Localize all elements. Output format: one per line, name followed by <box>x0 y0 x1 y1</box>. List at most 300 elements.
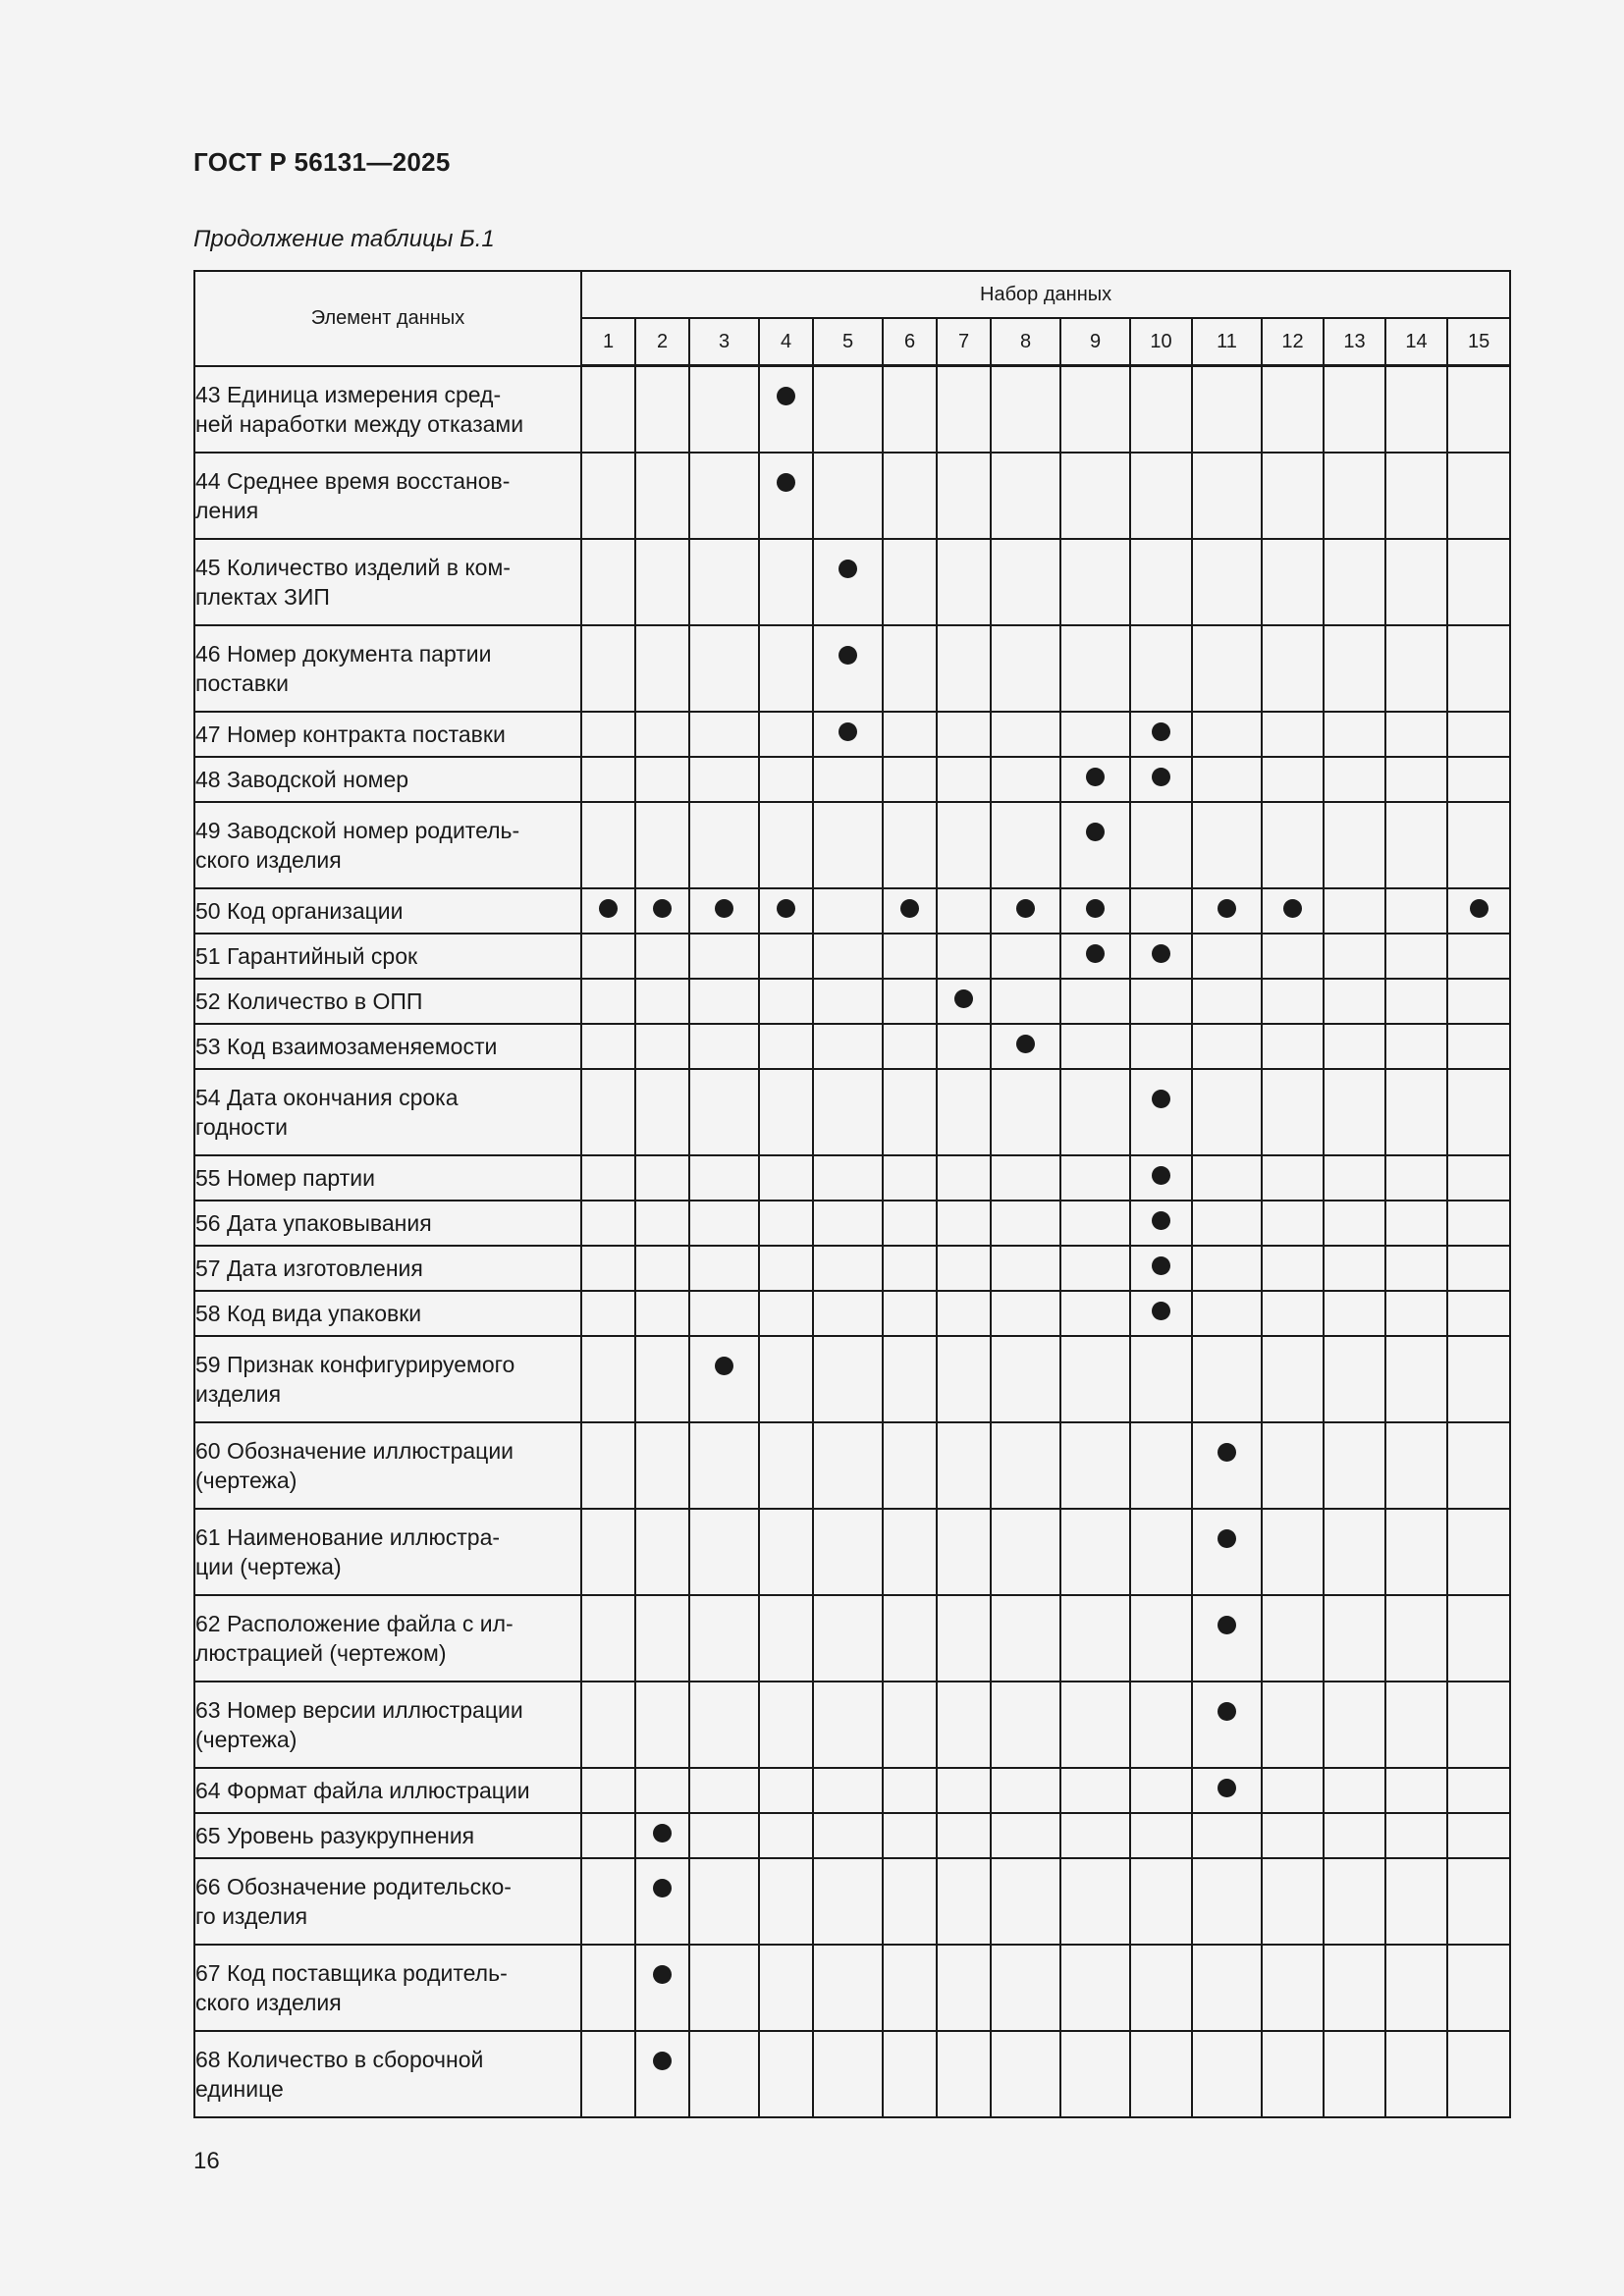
mark-cell <box>937 1291 991 1336</box>
mark-cell <box>1130 1291 1192 1336</box>
mark-cell <box>635 1422 689 1509</box>
mark-cell <box>1385 1768 1447 1813</box>
element-name: 48 Заводской номер <box>195 767 409 792</box>
set-number-header: 1 <box>581 318 635 366</box>
mark-cell <box>635 1201 689 1246</box>
element-name-cell <box>194 1336 581 1422</box>
mark-cell <box>991 888 1060 934</box>
element-name: 65 Уровень разукрупнения <box>195 1823 475 1848</box>
mark-cell <box>1060 1858 1130 1945</box>
mark-cell <box>1447 802 1510 888</box>
inclusion-dot-icon <box>839 722 857 741</box>
mark-cell <box>937 2031 991 2117</box>
element-name: 55 Номер партии <box>195 1165 375 1191</box>
mark-cell <box>1060 625 1130 712</box>
table-row <box>194 1246 1510 1291</box>
table-row <box>194 1945 1510 2031</box>
mark-cell <box>1130 934 1192 979</box>
element-name: 49 Заводской номер родитель- ского изделия <box>195 818 520 873</box>
inclusion-dot-icon <box>1152 722 1170 741</box>
mark-cell <box>1192 1201 1262 1246</box>
mark-cell <box>759 625 813 712</box>
mark-cell <box>937 453 991 539</box>
inclusion-dot-icon <box>839 560 857 578</box>
mark-cell <box>937 1509 991 1595</box>
mark-cell <box>1192 1813 1262 1858</box>
mark-cell <box>991 1768 1060 1813</box>
element-name-cell <box>194 625 581 712</box>
mark-cell <box>1130 1201 1192 1246</box>
mark-cell <box>1324 1858 1385 1945</box>
mark-cell <box>689 1595 759 1682</box>
mark-cell <box>1130 757 1192 802</box>
mark-cell <box>1324 888 1385 934</box>
element-name: 56 Дата упаковывания <box>195 1210 432 1236</box>
mark-cell <box>1447 1945 1510 2031</box>
element-name: 52 Количество в ОПП <box>195 988 423 1014</box>
mark-cell <box>1447 1422 1510 1509</box>
mark-cell <box>1385 1336 1447 1422</box>
mark-cell <box>883 1945 937 2031</box>
mark-cell <box>581 1336 635 1422</box>
set-number-header: 3 <box>689 318 759 366</box>
mark-cell <box>1262 979 1324 1024</box>
set-number-header: 6 <box>883 318 937 366</box>
mark-cell <box>1130 1024 1192 1069</box>
mark-cell <box>1130 1768 1192 1813</box>
mark-cell <box>635 1155 689 1201</box>
table-row <box>194 1682 1510 1768</box>
mark-cell <box>581 979 635 1024</box>
mark-cell <box>813 757 883 802</box>
mark-cell <box>689 1069 759 1155</box>
element-name-cell <box>194 1813 581 1858</box>
mark-cell <box>1060 366 1130 454</box>
mark-cell <box>813 1945 883 2031</box>
mark-cell <box>937 1336 991 1422</box>
mark-cell <box>1324 1246 1385 1291</box>
mark-cell <box>581 1291 635 1336</box>
mark-cell <box>1324 1069 1385 1155</box>
mark-cell <box>1060 1246 1130 1291</box>
element-name: 51 Гарантийный срок <box>195 943 418 969</box>
mark-cell <box>1385 888 1447 934</box>
mark-cell <box>1447 888 1510 934</box>
mark-cell <box>883 1024 937 1069</box>
mark-cell <box>1447 1246 1510 1291</box>
mark-cell <box>991 712 1060 757</box>
mark-cell <box>689 1155 759 1201</box>
mark-cell <box>1060 1595 1130 1682</box>
mark-cell <box>1192 2031 1262 2117</box>
mark-cell <box>1324 934 1385 979</box>
mark-cell <box>1060 1768 1130 1813</box>
mark-cell <box>1324 712 1385 757</box>
mark-cell <box>1385 625 1447 712</box>
mark-cell <box>991 1682 1060 1768</box>
mark-cell <box>883 1201 937 1246</box>
document-header: ГОСТ Р 56131—2025 <box>193 147 451 177</box>
mark-cell <box>1262 757 1324 802</box>
mark-cell <box>1262 1336 1324 1422</box>
set-number-header: 9 <box>1060 318 1130 366</box>
mark-cell <box>1262 1509 1324 1595</box>
mark-cell <box>991 1201 1060 1246</box>
table-row <box>194 1069 1510 1155</box>
mark-cell <box>1262 1024 1324 1069</box>
mark-cell <box>689 1024 759 1069</box>
inclusion-dot-icon <box>1470 899 1489 918</box>
mark-cell <box>1324 1768 1385 1813</box>
element-name: 53 Код взаимозаменяемости <box>195 1034 498 1059</box>
element-name: 45 Количество изделий в ком- плектах ЗИП <box>195 555 511 610</box>
mark-cell <box>937 802 991 888</box>
table-row <box>194 1155 1510 1201</box>
set-number-header: 10 <box>1130 318 1192 366</box>
mark-cell <box>883 2031 937 2117</box>
inclusion-dot-icon <box>777 899 795 918</box>
mark-cell <box>635 757 689 802</box>
mark-cell <box>759 934 813 979</box>
mark-cell <box>1060 802 1130 888</box>
table-row <box>194 1024 1510 1069</box>
element-name: 57 Дата изготовления <box>195 1255 423 1281</box>
mark-cell <box>1192 625 1262 712</box>
inclusion-dot-icon <box>1218 1616 1236 1634</box>
mark-cell <box>1447 1069 1510 1155</box>
element-name-cell <box>194 1422 581 1509</box>
inclusion-dot-icon <box>1086 823 1105 841</box>
inclusion-dot-icon <box>1152 1211 1170 1230</box>
mark-cell <box>1130 1509 1192 1595</box>
set-number-header: 5 <box>813 318 883 366</box>
mark-cell <box>689 1422 759 1509</box>
mark-cell <box>1324 1291 1385 1336</box>
mark-cell <box>1385 979 1447 1024</box>
mark-cell <box>1324 366 1385 454</box>
mark-cell <box>1262 1858 1324 1945</box>
mark-cell <box>1324 1945 1385 2031</box>
mark-cell <box>581 1945 635 2031</box>
mark-cell <box>991 1945 1060 2031</box>
mark-cell <box>581 1813 635 1858</box>
element-name-cell <box>194 757 581 802</box>
mark-cell <box>1192 1595 1262 1682</box>
mark-cell <box>1447 934 1510 979</box>
inclusion-dot-icon <box>1218 1702 1236 1721</box>
mark-cell <box>581 1422 635 1509</box>
element-name-cell <box>194 1509 581 1595</box>
mark-cell <box>1192 712 1262 757</box>
table-row <box>194 1595 1510 1682</box>
table-row <box>194 1201 1510 1246</box>
mark-cell <box>689 366 759 454</box>
page-number: 16 <box>193 2148 220 2174</box>
mark-cell <box>1192 802 1262 888</box>
mark-cell <box>1192 1682 1262 1768</box>
set-number-header: 13 <box>1324 318 1385 366</box>
mark-cell <box>813 979 883 1024</box>
mark-cell <box>1060 934 1130 979</box>
mark-cell <box>635 1024 689 1069</box>
element-name: 68 Количество в сборочной единице <box>195 2047 484 2102</box>
mark-cell <box>635 712 689 757</box>
mark-cell <box>883 1069 937 1155</box>
mark-cell <box>1447 1291 1510 1336</box>
mark-cell <box>1385 1246 1447 1291</box>
inclusion-dot-icon <box>1016 1035 1035 1053</box>
mark-cell <box>1060 2031 1130 2117</box>
mark-cell <box>635 1509 689 1595</box>
mark-cell <box>1262 1595 1324 1682</box>
element-name-cell <box>194 366 581 454</box>
inclusion-dot-icon <box>1152 1302 1170 1320</box>
mark-cell <box>759 2031 813 2117</box>
mark-cell <box>1130 1155 1192 1201</box>
mark-cell <box>1060 1024 1130 1069</box>
mark-cell <box>883 712 937 757</box>
mark-cell <box>1385 1155 1447 1201</box>
mark-cell <box>759 1682 813 1768</box>
mark-cell <box>759 1858 813 1945</box>
element-name-cell <box>194 1291 581 1336</box>
mark-cell <box>1060 712 1130 757</box>
mark-cell <box>883 1509 937 1595</box>
mark-cell <box>1447 1155 1510 1201</box>
mark-cell <box>1130 1595 1192 1682</box>
mark-cell <box>759 1246 813 1291</box>
mark-cell <box>1324 2031 1385 2117</box>
mark-cell <box>581 1858 635 1945</box>
mark-cell <box>581 1201 635 1246</box>
mark-cell <box>991 802 1060 888</box>
mark-cell <box>991 1069 1060 1155</box>
mark-cell <box>937 1595 991 1682</box>
mark-cell <box>813 1291 883 1336</box>
element-name-cell <box>194 1945 581 2031</box>
mark-cell <box>1262 539 1324 625</box>
element-name-cell <box>194 888 581 934</box>
element-name-cell <box>194 1069 581 1155</box>
mark-cell <box>883 802 937 888</box>
mark-cell <box>1192 979 1262 1024</box>
mark-cell <box>1385 1024 1447 1069</box>
element-name-cell <box>194 1246 581 1291</box>
mark-cell <box>581 2031 635 2117</box>
mark-cell <box>689 802 759 888</box>
mark-cell <box>1385 1813 1447 1858</box>
mark-cell <box>581 757 635 802</box>
inclusion-dot-icon <box>1086 944 1105 963</box>
mark-cell <box>883 1155 937 1201</box>
mark-cell <box>581 802 635 888</box>
mark-cell <box>813 1595 883 1682</box>
mark-cell <box>1130 1422 1192 1509</box>
mark-cell <box>1324 1682 1385 1768</box>
mark-cell <box>883 1858 937 1945</box>
mark-cell <box>759 888 813 934</box>
mark-cell <box>759 1201 813 1246</box>
table-row <box>194 539 1510 625</box>
mark-cell <box>689 2031 759 2117</box>
mark-cell <box>991 1024 1060 1069</box>
mark-cell <box>813 2031 883 2117</box>
mark-cell <box>1130 1246 1192 1291</box>
element-name-cell <box>194 539 581 625</box>
element-name: 46 Номер документа партии поставки <box>195 641 492 696</box>
mark-cell <box>1060 1336 1130 1422</box>
inclusion-dot-icon <box>900 899 919 918</box>
inclusion-dot-icon <box>1086 768 1105 786</box>
inclusion-dot-icon <box>653 1879 672 1897</box>
mark-cell <box>991 453 1060 539</box>
mark-cell <box>1130 539 1192 625</box>
mark-cell <box>1324 453 1385 539</box>
mark-cell <box>813 1069 883 1155</box>
mark-cell <box>813 934 883 979</box>
mark-cell <box>1447 757 1510 802</box>
mark-cell <box>635 1246 689 1291</box>
mark-cell <box>1060 757 1130 802</box>
mark-cell <box>581 625 635 712</box>
mark-cell <box>635 1858 689 1945</box>
mark-cell <box>1192 453 1262 539</box>
mark-cell <box>883 979 937 1024</box>
mark-cell <box>1262 934 1324 979</box>
mark-cell <box>883 1246 937 1291</box>
mark-cell <box>635 453 689 539</box>
mark-cell <box>689 712 759 757</box>
mark-cell <box>813 1422 883 1509</box>
mark-cell <box>1447 1813 1510 1858</box>
mark-cell <box>991 1336 1060 1422</box>
mark-cell <box>1324 1509 1385 1595</box>
table-row <box>194 979 1510 1024</box>
element-name-cell <box>194 1682 581 1768</box>
mark-cell <box>1262 888 1324 934</box>
mark-cell <box>1385 757 1447 802</box>
mark-cell <box>991 1509 1060 1595</box>
inclusion-dot-icon <box>1086 899 1105 918</box>
mark-cell <box>689 1682 759 1768</box>
mark-cell <box>1192 1422 1262 1509</box>
mark-cell <box>1324 1813 1385 1858</box>
mark-cell <box>1324 1155 1385 1201</box>
mark-cell <box>635 1595 689 1682</box>
table-row <box>194 888 1510 934</box>
mark-cell <box>759 1024 813 1069</box>
mark-cell <box>689 1291 759 1336</box>
mark-cell <box>1324 625 1385 712</box>
mark-cell <box>581 712 635 757</box>
mark-cell <box>635 625 689 712</box>
mark-cell <box>991 2031 1060 2117</box>
mark-cell <box>937 979 991 1024</box>
inclusion-dot-icon <box>954 989 973 1008</box>
mark-cell <box>1130 1858 1192 1945</box>
mark-cell <box>689 1336 759 1422</box>
element-name-cell <box>194 934 581 979</box>
set-number-header: 4 <box>759 318 813 366</box>
mark-cell <box>937 1024 991 1069</box>
mark-cell <box>1262 1155 1324 1201</box>
mark-cell <box>1192 366 1262 454</box>
inclusion-dot-icon <box>1218 899 1236 918</box>
element-name-cell <box>194 1155 581 1201</box>
inclusion-dot-icon <box>1218 1529 1236 1548</box>
mark-cell <box>1192 934 1262 979</box>
element-name: 59 Признак конфигурируемого изделия <box>195 1352 515 1407</box>
element-name: 62 Расположение файла с ил- люстрацией (чертежом) <box>195 1611 514 1666</box>
mark-cell <box>1192 1858 1262 1945</box>
mark-cell <box>1447 625 1510 712</box>
mark-cell <box>1324 1336 1385 1422</box>
mark-cell <box>991 366 1060 454</box>
mark-cell <box>1385 802 1447 888</box>
mark-cell <box>1130 888 1192 934</box>
table-row <box>194 1509 1510 1595</box>
inclusion-dot-icon <box>599 899 618 918</box>
table-body <box>194 366 1510 2118</box>
element-name-cell <box>194 802 581 888</box>
mark-cell <box>1192 757 1262 802</box>
mark-cell <box>1192 539 1262 625</box>
mark-cell <box>1447 366 1510 454</box>
element-name-cell <box>194 1858 581 1945</box>
mark-cell <box>1385 1858 1447 1945</box>
mark-cell <box>1447 1595 1510 1682</box>
mark-cell <box>581 1768 635 1813</box>
mark-cell <box>581 1069 635 1155</box>
mark-cell <box>1447 712 1510 757</box>
inclusion-dot-icon <box>1218 1443 1236 1462</box>
element-name-cell <box>194 1595 581 1682</box>
element-name: 60 Обозначение иллюстрации (чертежа) <box>195 1438 514 1493</box>
mark-cell <box>883 625 937 712</box>
element-name: 61 Наименование иллюстра- ции (чертежа) <box>195 1524 501 1579</box>
mark-cell <box>1192 1024 1262 1069</box>
inclusion-dot-icon <box>653 1965 672 1984</box>
mark-cell <box>937 625 991 712</box>
mark-cell <box>813 1246 883 1291</box>
mark-cell <box>1060 888 1130 934</box>
mark-cell <box>581 1595 635 1682</box>
mark-cell <box>813 1682 883 1768</box>
mark-cell <box>759 1291 813 1336</box>
mark-cell <box>991 1422 1060 1509</box>
table-row <box>194 1768 1510 1813</box>
element-name-cell <box>194 712 581 757</box>
mark-cell <box>991 539 1060 625</box>
mark-cell <box>635 1682 689 1768</box>
mark-cell <box>1262 366 1324 454</box>
inclusion-dot-icon <box>1218 1779 1236 1797</box>
element-name: 44 Среднее время восстанов- ления <box>195 468 511 523</box>
mark-cell <box>883 453 937 539</box>
mark-cell <box>937 1155 991 1201</box>
inclusion-dot-icon <box>1283 899 1302 918</box>
mark-cell <box>937 1858 991 1945</box>
mark-cell <box>1130 979 1192 1024</box>
mark-cell <box>689 888 759 934</box>
mark-cell <box>1060 1682 1130 1768</box>
inclusion-dot-icon <box>1152 1256 1170 1275</box>
element-name: 47 Номер контракта поставки <box>195 721 506 747</box>
table-row <box>194 1291 1510 1336</box>
mark-cell <box>1262 1291 1324 1336</box>
mark-cell <box>991 1155 1060 1201</box>
mark-cell <box>635 366 689 454</box>
